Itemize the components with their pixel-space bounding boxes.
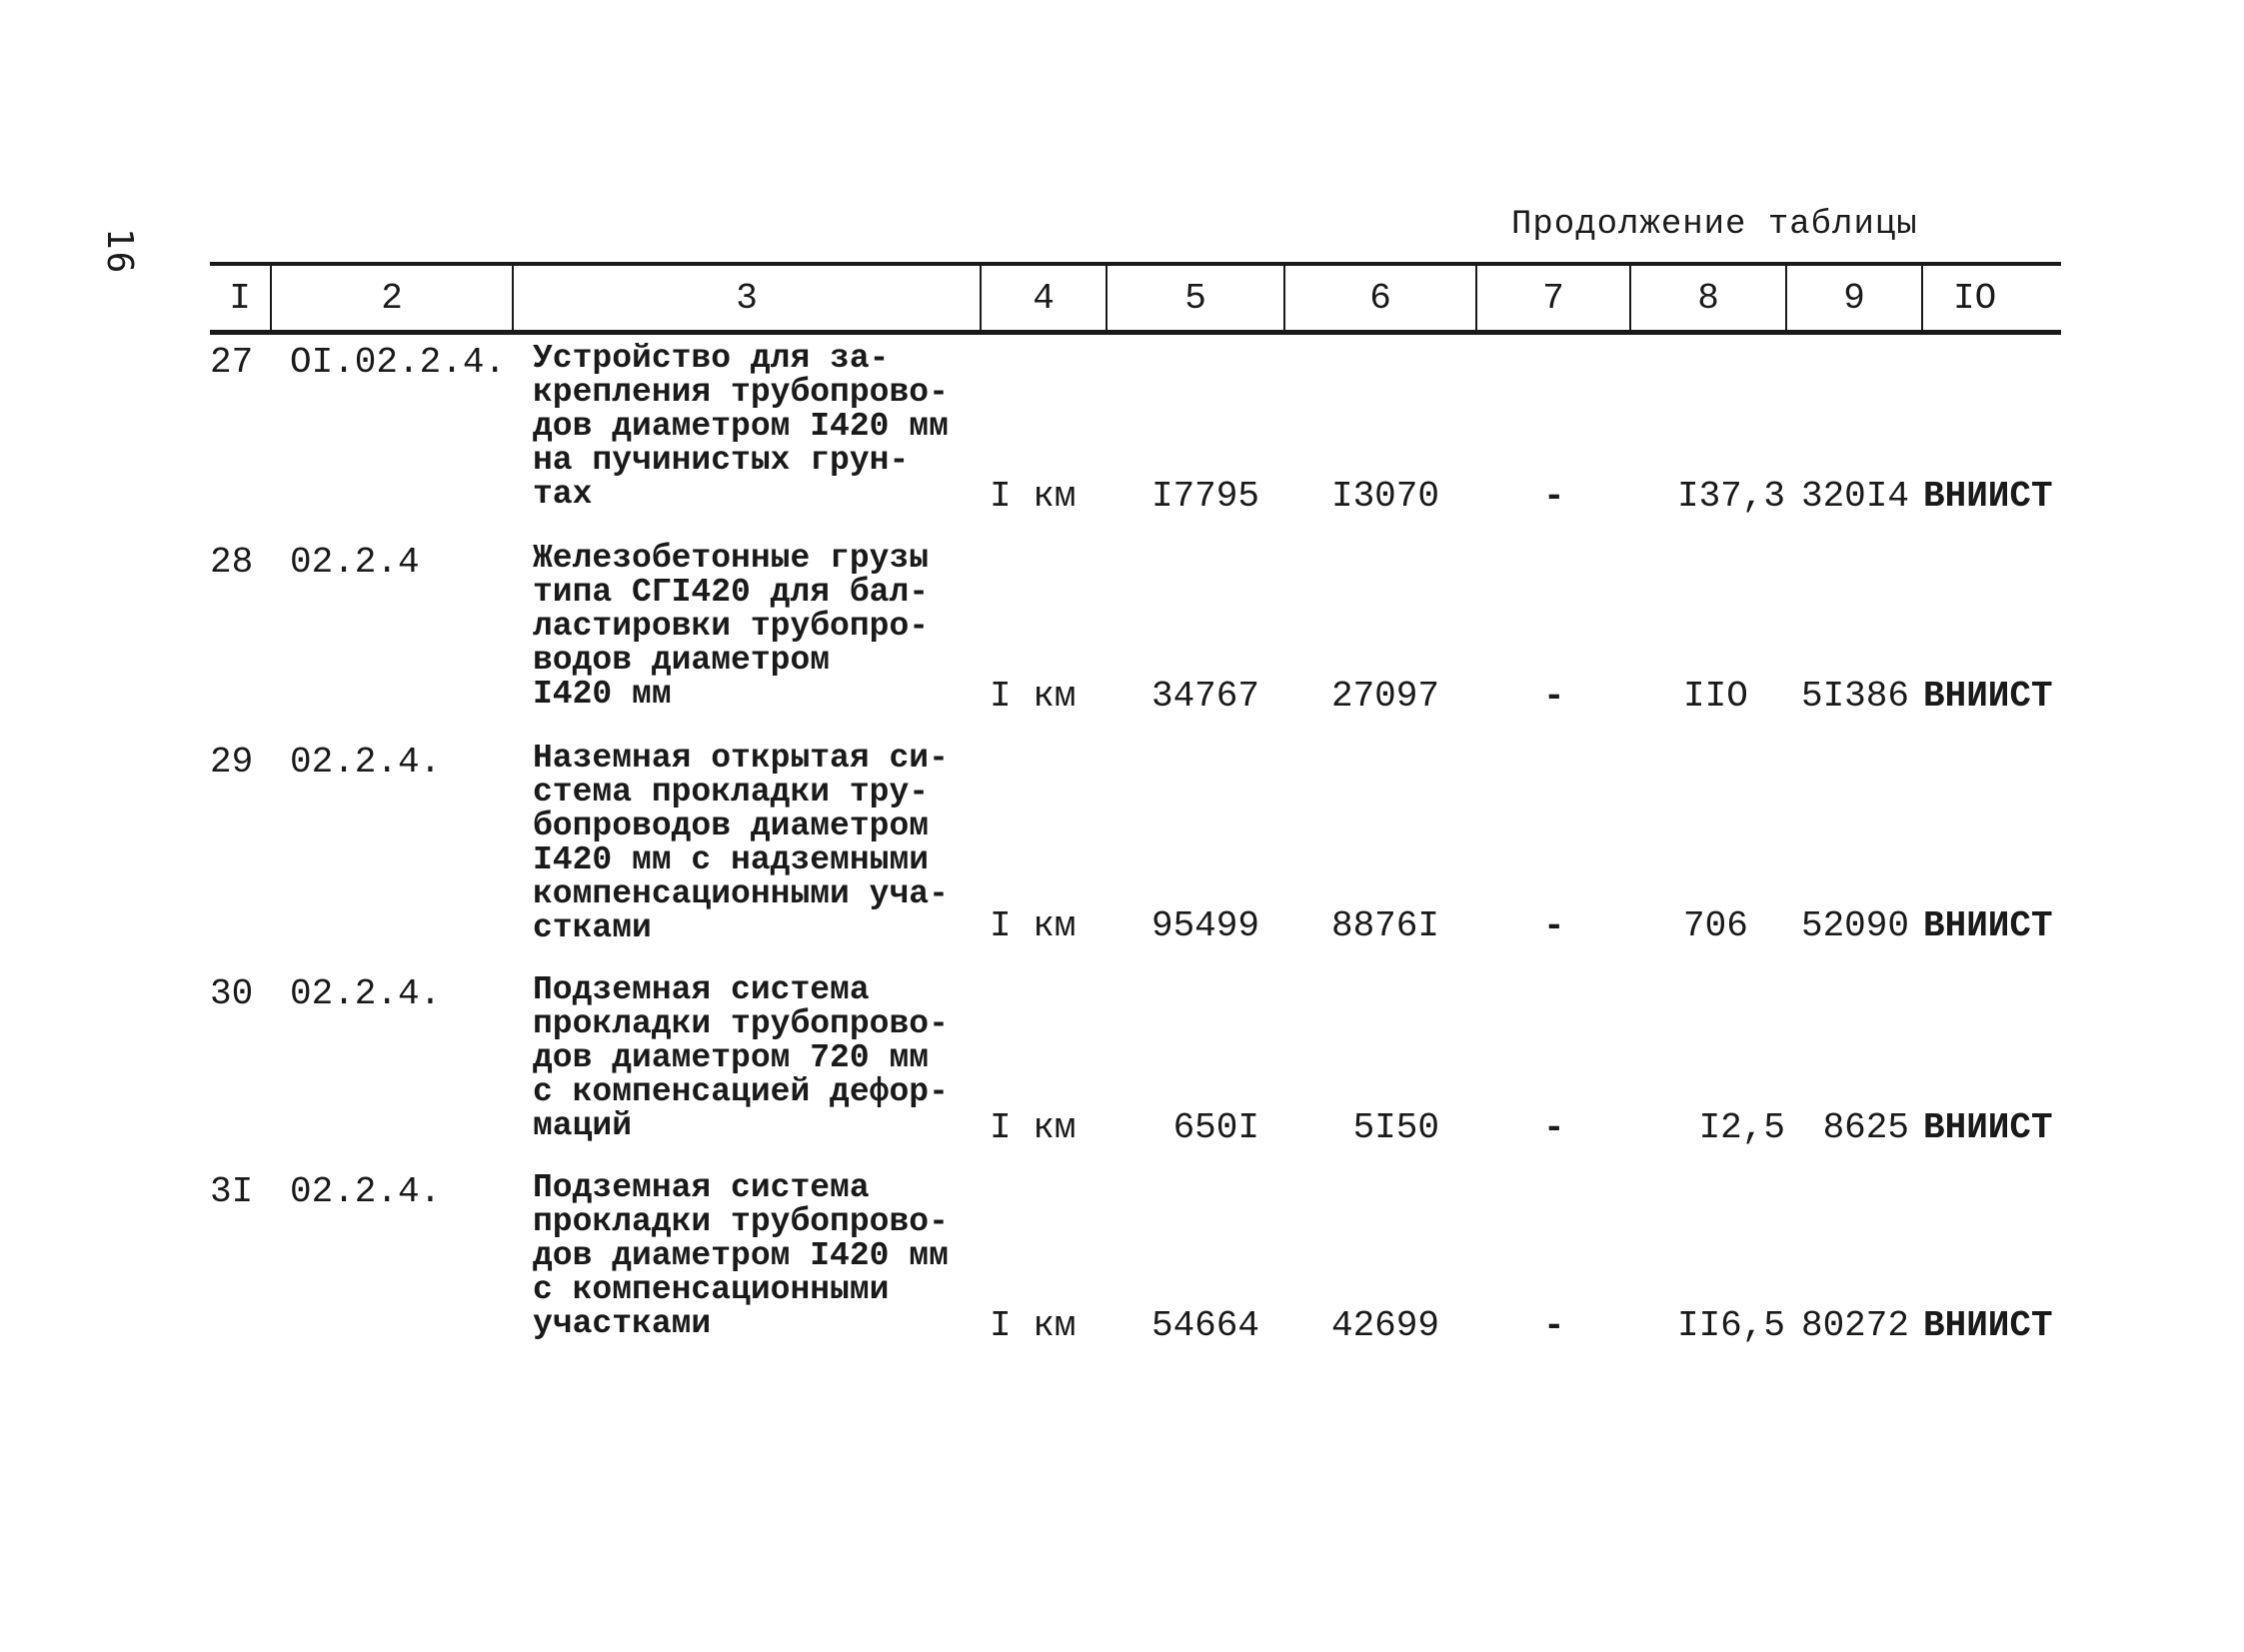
row-col10: ВНИИСТ <box>1923 676 2053 717</box>
header-col-1: I <box>229 277 251 319</box>
row-col7: - <box>1543 676 1565 717</box>
row-col10: ВНИИСТ <box>1923 1107 2053 1148</box>
row-col8: II6,5 <box>1676 1305 1785 1346</box>
row-col7: - <box>1543 905 1565 946</box>
row-col9: 52090 <box>1800 905 1909 946</box>
row-col7: - <box>1543 1305 1565 1346</box>
row-col6: 42699 <box>1330 1305 1439 1346</box>
row-code: 02.2.4. <box>290 973 442 1014</box>
row-number: 27 <box>210 342 254 383</box>
row-col7: - <box>1543 476 1565 517</box>
row-description: Устройство для за- крепления трубопрово- дов диаметром I420 мм на пучинистых грун- тах <box>533 340 949 513</box>
row-unit: I км <box>990 1305 1077 1346</box>
table-row <box>210 342 2061 522</box>
header-col-10: IO <box>1953 277 1997 319</box>
row-number: 30 <box>210 973 254 1014</box>
row-col9: 8625 <box>1822 1107 1909 1148</box>
row-col8: I37,3 <box>1676 476 1785 517</box>
row-code: 02.2.4. <box>290 1171 442 1212</box>
table-header <box>210 266 2061 330</box>
header-col-8: 8 <box>1697 277 1719 319</box>
table-row <box>210 542 2061 722</box>
row-description: Железобетонные грузы типа СГI420 для бал- ластировки трубопро- водов диаметром I420 мм <box>533 540 930 713</box>
row-col8: 706 <box>1683 905 1748 946</box>
header-col-2: 2 <box>381 277 403 319</box>
row-description: Наземная открытая си- стема прокладки тру- бопроводов диаметром I420 мм с надземными компенсационными уча- стками <box>533 740 949 946</box>
row-description: Подземная система прокладки трубопрово- дов диаметром 720 мм с компенсацией дефор- маций <box>533 971 949 1144</box>
row-col5: 650I <box>1172 1107 1259 1148</box>
table-caption: Продолжение таблицы <box>1511 206 1918 244</box>
row-col6: I3070 <box>1330 476 1439 517</box>
row-code: 02.2.4. <box>290 742 442 783</box>
row-number: 29 <box>210 742 254 783</box>
header-col-9: 9 <box>1843 277 1865 319</box>
row-col8: IIO <box>1683 676 1748 717</box>
row-unit: I км <box>990 1107 1077 1148</box>
header-col-4: 4 <box>1033 277 1055 319</box>
row-col7: - <box>1543 1107 1565 1148</box>
row-unit: I км <box>990 476 1077 517</box>
row-unit: I км <box>990 905 1077 946</box>
row-col10: ВНИИСТ <box>1923 476 2053 517</box>
row-col9: 80272 <box>1800 1305 1909 1346</box>
row-col10: ВНИИСТ <box>1923 905 2053 946</box>
table-row <box>210 973 2061 1153</box>
row-col10: ВНИИСТ <box>1923 1305 2053 1346</box>
table-row <box>210 1171 2061 1351</box>
table-header-rule <box>210 330 2061 335</box>
row-col5: 34767 <box>1150 676 1259 717</box>
row-code: 02.2.4 <box>290 542 420 583</box>
table-row <box>210 742 2061 955</box>
row-description: Подземная система прокладки трубопрово- дов диаметром I420 мм с компенсационными участками <box>533 1169 949 1342</box>
row-code: OI.02.2.4. <box>290 342 507 383</box>
row-col5: 95499 <box>1150 905 1259 946</box>
row-col9: 320I4 <box>1800 476 1909 517</box>
row-number: 3I <box>210 1171 254 1212</box>
row-col6: 27097 <box>1330 676 1439 717</box>
page-number: 16 <box>99 228 140 276</box>
row-col5: 54664 <box>1150 1305 1259 1346</box>
header-col-6: 6 <box>1369 277 1391 319</box>
row-unit: I км <box>990 676 1077 717</box>
row-col9: 5I386 <box>1800 676 1909 717</box>
header-col-5: 5 <box>1184 277 1206 319</box>
row-col6: 8876I <box>1330 905 1439 946</box>
header-col-7: 7 <box>1542 277 1564 319</box>
header-col-3: 3 <box>736 277 758 319</box>
row-col6: 5I50 <box>1352 1107 1439 1148</box>
row-col8: I2,5 <box>1698 1107 1785 1148</box>
row-number: 28 <box>210 542 254 583</box>
row-col5: I7795 <box>1150 476 1259 517</box>
